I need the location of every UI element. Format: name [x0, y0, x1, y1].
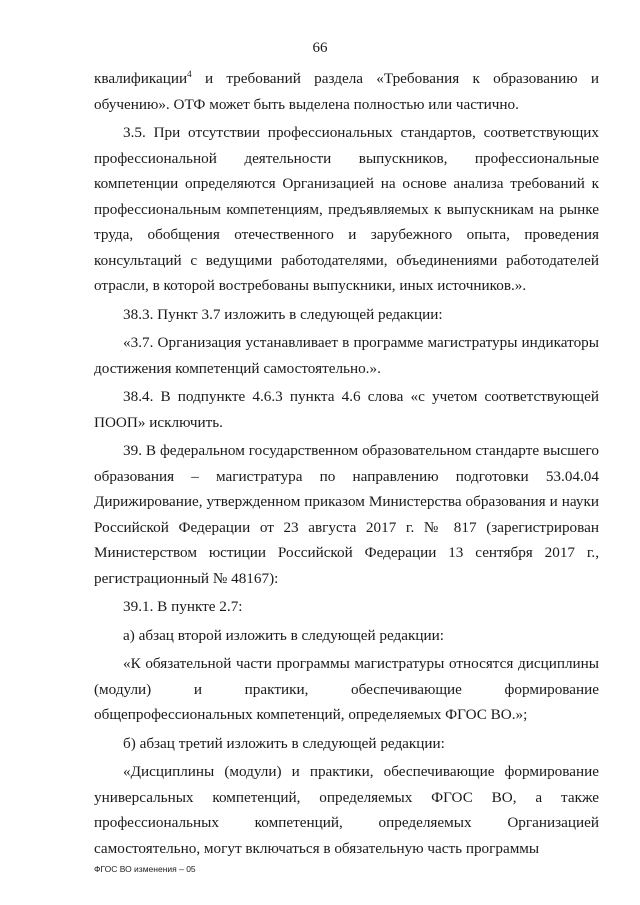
page-footer: ФГОС ВО изменения – 05 — [94, 864, 196, 874]
paragraph-text: и требований раздела «Требования к образованию и обучению». ОТФ может быть выделена полностью или частично. — [94, 70, 599, 113]
footnote-marker: 4 — [187, 68, 192, 79]
document-body — [94, 66, 599, 861]
paragraph-39-1: 39.1. В пункте 2.7: — [123, 598, 243, 615]
paragraph-continuation — [94, 66, 599, 117]
paragraph-item-b: б) абзац третий изложить в следующей редакции: — [123, 734, 445, 752]
paragraph-3-5: 3.5. При отсутствии профессиональных стандартов, соответствующих профессиональной деятельности выпускников, профессиональные компетенции определяются Организацией на основе анализа требований к профессиональным компетенциям, предъявляемых к выпускникам на рынке труда, обобщения отечественного и зарубежного опыта, проведения консультаций с ведущими работодателями, объединениями работодателей отрасли, в которой востребованы выпускники, иных источников.». — [94, 124, 599, 294]
paragraph-quote-b: «Дисциплины (модули) и практики, обеспечивающие формирование универсальных компетенций, определяемых ФГОС ВО, а также профессиональных компетенций, определяемых Организацией самостоятельно, могут включаться в обязательную часть программы — [94, 763, 599, 857]
page-number: 66 — [312, 40, 328, 56]
paragraph-39: 39. В федеральном государственном образовательном стандарте высшего образования – магистратура по направлению подготовки 53.04.04 Дирижирование, утвержденном приказом Министерства образования и науки Российской Федерации от 23 августа 2017 г. № 817 (зарегистрирован Министерством юстиции Российской Федерации 13 сентября 2017 г., регистрационный № 48167): — [94, 442, 599, 587]
paragraph-38-3: 38.3. Пункт 3.7 изложить в следующей редакции: — [123, 305, 443, 323]
paragraph-38-4: 38.4. В подпункте 4.6.3 пункта 4.6 слова «с учетом соответствующей ПООП» исключить. — [94, 388, 599, 431]
paragraph-item-a: а) абзац второй изложить в следующей редакции: — [123, 626, 445, 644]
paragraph-quote-a: «К обязательной части программы магистратуры относятся дисциплины (модули) и практики, обеспечивающие формирование общепрофессиональных компетенций, определяемых ФГОС ВО.»; — [94, 655, 599, 723]
paragraph-3-7-quote: «3.7. Организация устанавливает в программе магистратуры индикаторы достижения компетенций самостоятельно.». — [94, 334, 599, 377]
paragraph-text: квалификации — [94, 70, 188, 87]
